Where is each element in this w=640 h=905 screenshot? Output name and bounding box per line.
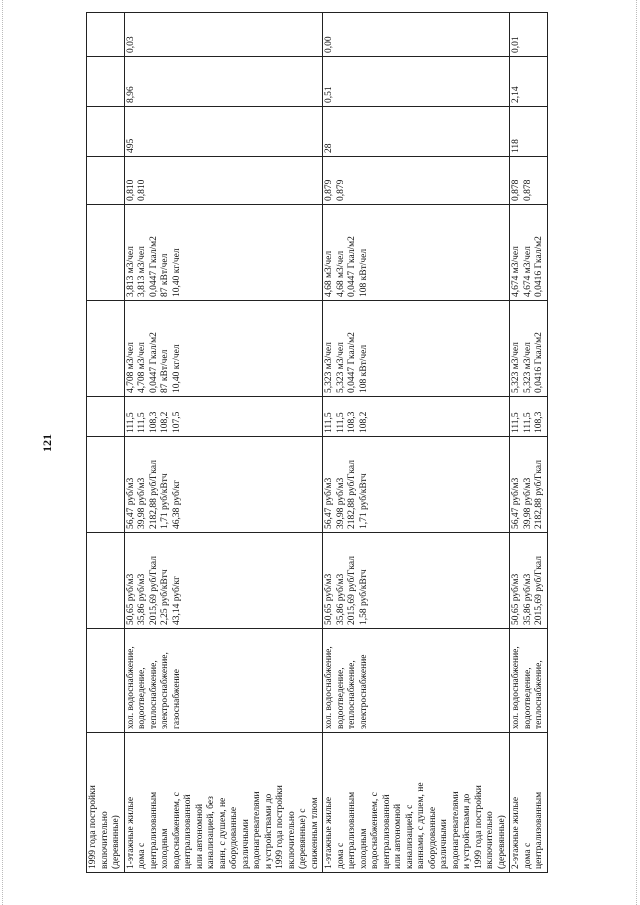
cell-line: 108,3 — [534, 411, 544, 433]
cell-line: 0,810 — [137, 179, 147, 201]
cell-line: 0,0416 Гкал/м2 — [534, 236, 544, 297]
table-row — [510, 13, 548, 873]
cell-line: теплоснабжение, — [148, 660, 159, 729]
cell-line: водоснабжением, с — [370, 792, 380, 869]
cell-line: 2015,69 руб/Гкал — [534, 556, 544, 625]
cell-line: 1,71 руб/кВтч — [160, 473, 170, 529]
cell-line: 0,0447 Гкал/м2 — [148, 236, 159, 297]
cell-line: 111,5 — [335, 412, 346, 433]
cell-coef — [323, 157, 510, 205]
cell-line: 108,3 — [347, 411, 357, 433]
cell-amount: 0,51 — [323, 57, 510, 107]
cell-line: 3,813 м3/чел — [137, 246, 147, 297]
page-number: 121 — [40, 434, 54, 452]
cell-line: ваннами, с душем, не — [416, 782, 426, 869]
cell-line: 1,71 руб/кВтч — [358, 473, 369, 529]
cell-index — [87, 397, 125, 437]
cell-line: оборудованные — [229, 806, 239, 869]
cell-line: 5,323 м3/чел — [522, 342, 533, 393]
tariff-table — [86, 12, 548, 873]
cell-tariff-old — [87, 533, 125, 629]
cell-line: 111,5 — [137, 412, 147, 433]
cell-line: 35,86 руб/м3 — [137, 573, 147, 625]
cell-line: 2182,88 руб/Гкал — [148, 460, 159, 529]
cell-norm-new — [510, 205, 548, 301]
cell-line: газоснабжение — [171, 669, 182, 729]
cell-line: 1999 года постройки — [275, 785, 285, 869]
cell-line: 111,5 — [511, 412, 521, 433]
cell-category — [124, 733, 323, 873]
cell-count — [87, 107, 125, 157]
cell-share — [87, 13, 125, 57]
cell-line: 2-этажные жилые — [511, 796, 521, 869]
cell-line: 56,47 руб/м3 — [511, 477, 521, 529]
page-edge-left — [2, 0, 4, 905]
cell-line: хол. водоснабжение, — [125, 646, 136, 729]
cell-line: 39,98 руб/м3 — [137, 477, 147, 529]
cell-line: 5,323 м3/чел — [335, 342, 346, 393]
cell-norm-new — [124, 205, 323, 301]
cell-line: 108,2 — [358, 411, 369, 433]
cell-services — [510, 629, 548, 733]
cell-line: электроснабжение, — [160, 652, 170, 729]
cell-line: централизованной — [381, 794, 392, 869]
cell-tariff-new — [510, 437, 548, 533]
cell-line: 3,813 м3/чел — [125, 246, 136, 297]
cell-line: холодным — [160, 828, 170, 869]
cell-line: 43,14 руб/кг — [171, 576, 182, 625]
cell-norm-old — [87, 301, 125, 397]
cell-line: дома с — [335, 842, 346, 869]
cell-line: 35,86 руб/м3 — [522, 573, 533, 625]
cell-line: включительно — [286, 811, 297, 869]
cell-line: 39,98 руб/м3 — [335, 477, 346, 529]
cell-line: 2182,88 руб/Гкал — [534, 460, 544, 529]
cell-line: 108 кВт/чел — [358, 344, 369, 393]
cell-count: 118 — [510, 107, 548, 157]
cell-services — [323, 629, 510, 733]
cell-category — [510, 733, 548, 873]
cell-line: оборудованные — [427, 806, 438, 869]
cell-coef — [510, 157, 548, 205]
cell-line: 111,5 — [522, 412, 533, 433]
cell-tariff-old — [124, 533, 323, 629]
cell-line: 50,65 руб/м3 — [324, 573, 334, 625]
cell-index — [510, 397, 548, 437]
cell-line: хол. водоснабжение, — [511, 646, 521, 729]
cell-line: 46,38 руб/кг — [171, 480, 182, 529]
cell-line: 1999 года постройки — [88, 785, 98, 869]
cell-line: 87 кВт/чел — [160, 253, 170, 297]
cell-norm-old — [124, 301, 323, 397]
cell-line: водонагревателями — [450, 791, 461, 869]
cell-line: 2182,88 руб/Гкал — [347, 460, 357, 529]
cell-line: водоотведение, — [137, 667, 147, 729]
cell-category — [87, 733, 125, 873]
cell-line: 2015,69 руб/Гкал — [148, 556, 159, 625]
cell-line: и устройствами до — [263, 793, 274, 869]
table-body — [87, 13, 548, 873]
cell-line: 5,323 м3/чел — [324, 342, 334, 393]
cell-line: дома с — [137, 842, 147, 869]
cell-tariff-old — [323, 533, 510, 629]
cell-line: 108 кВт/чел — [358, 248, 369, 297]
cell-line: включительно — [99, 811, 110, 869]
cell-line: и устройствами до — [462, 793, 472, 869]
cell-index — [124, 397, 323, 437]
cell-coef — [87, 157, 125, 205]
cell-line: 108,2 — [160, 411, 170, 433]
cell-line: централизованным — [534, 791, 544, 869]
cell-norm-new — [323, 205, 510, 301]
cell-line: 10,40 кг/чел — [171, 248, 182, 297]
cell-line: различными — [439, 819, 449, 869]
cell-line: централизованным — [148, 791, 159, 869]
cell-line: 35,86 руб/м3 — [335, 573, 346, 625]
cell-line: 107,5 — [171, 411, 182, 433]
cell-line: централизованным — [347, 791, 357, 869]
cell-share: 0,00 — [323, 13, 510, 57]
cell-line: 4,68 м3/чел — [335, 250, 346, 297]
cell-index — [323, 397, 510, 437]
cell-line: 5,323 м3/чел — [511, 342, 521, 393]
cell-line: 111,5 — [125, 412, 136, 433]
cell-norm-old — [510, 301, 548, 397]
cell-coef — [124, 157, 323, 205]
cell-line: 4,708 м3/чел — [137, 342, 147, 393]
cell-line: водонагревателями — [252, 791, 262, 869]
cell-amount: 8,96 — [124, 57, 323, 107]
cell-line: 0,0447 Гкал/м2 — [347, 332, 357, 393]
cell-line: 4,674 м3/чел — [522, 246, 533, 297]
cell-line: (деревянные) с — [298, 808, 308, 869]
cell-line: включительно — [485, 811, 495, 869]
cell-line: хол. водоснабжение, — [324, 646, 334, 729]
cell-line: теплоснабжение, — [347, 660, 357, 729]
cell-tariff-old — [510, 533, 548, 629]
cell-line: 0,810 — [125, 179, 136, 201]
cell-line: 1-этажные жилые — [324, 796, 334, 869]
cell-line: 2,25 руб/кВтч — [160, 569, 170, 625]
cell-line: ванн, с душем, не — [217, 797, 228, 869]
cell-line: различными — [240, 819, 251, 869]
cell-line: 39,98 руб/м3 — [522, 477, 533, 529]
rotated-table-container — [86, 13, 546, 873]
cell-line: холодным — [358, 828, 369, 869]
cell-count: 28 — [323, 107, 510, 157]
cell-line: водоснабжением, с — [171, 792, 182, 869]
cell-line: 1999 года постройки — [473, 785, 484, 869]
cell-line: 0,879 — [335, 179, 346, 201]
cell-line: водоотведение, — [335, 667, 346, 729]
cell-line: 0,0416 Гкал/м2 — [534, 332, 544, 393]
cell-tariff-new — [323, 437, 510, 533]
cell-line: 1-этажные жилые — [125, 796, 136, 869]
cell-services — [124, 629, 323, 733]
table-row — [124, 13, 323, 873]
table-row — [323, 13, 510, 873]
cell-line: централизованной — [183, 794, 193, 869]
cell-line: 0,0447 Гкал/м2 — [148, 332, 159, 393]
cell-line: 50,65 руб/м3 — [511, 573, 521, 625]
cell-line: (деревянные) — [496, 815, 507, 869]
cell-line: 50,65 руб/м3 — [125, 573, 136, 625]
cell-share: 0,01 — [510, 13, 548, 57]
cell-line: электроснабжение — [358, 654, 369, 729]
page-edge-right — [636, 0, 638, 905]
cell-line: 0,878 — [511, 179, 521, 201]
cell-amount: 2,14 — [510, 57, 548, 107]
cell-line: 56,47 руб/м3 — [125, 477, 136, 529]
cell-line: 0,879 — [324, 179, 334, 201]
cell-amount — [87, 57, 125, 107]
cell-line: 0,878 — [522, 179, 533, 201]
cell-norm-old — [323, 301, 510, 397]
cell-line: 4,708 м3/чел — [125, 342, 136, 393]
cell-line: канализацией, без — [206, 796, 216, 869]
cell-line: 10,40 кг/чел — [171, 344, 182, 393]
cell-line: 1,58 руб/кВтч — [358, 569, 369, 625]
cell-tariff-new — [124, 437, 323, 533]
cell-line: 111,5 — [324, 412, 334, 433]
cell-line: сниженным тлюм — [309, 797, 320, 869]
cell-tariff-new — [87, 437, 125, 533]
cell-line: или автономной — [393, 803, 403, 869]
cell-line: (деревянные) — [111, 815, 121, 869]
cell-line: 0,0447 Гкал/м2 — [347, 236, 357, 297]
cell-line: 87 кВт/чел — [160, 349, 170, 393]
cell-share: 0,03 — [124, 13, 323, 57]
cell-line: 2015,69 руб/Гкал — [347, 556, 357, 625]
cell-services — [87, 629, 125, 733]
cell-line: или автономной — [194, 803, 205, 869]
cell-line: дома с — [522, 842, 533, 869]
cell-norm-new — [87, 205, 125, 301]
cell-line: 108,3 — [148, 411, 159, 433]
cell-line: 4,68 м3/чел — [324, 250, 334, 297]
cell-line: водоотведение, — [522, 667, 533, 729]
cell-line: 4,674 м3/чел — [511, 246, 521, 297]
cell-line: канализацией, с — [404, 804, 415, 869]
cell-line: теплоснабжение, — [534, 660, 544, 729]
cell-category — [323, 733, 510, 873]
cell-count: 495 — [124, 107, 323, 157]
table-row — [87, 13, 125, 873]
cell-line: 56,47 руб/м3 — [324, 477, 334, 529]
